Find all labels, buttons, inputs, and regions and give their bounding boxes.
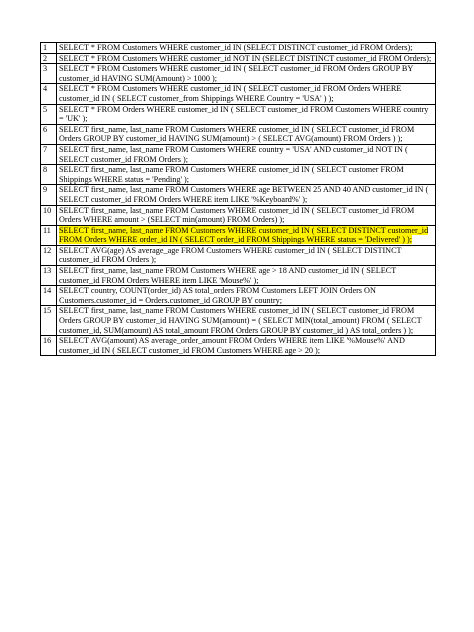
query-span: SELECT country, COUNT(order_id) AS total_orders FROM Customers LEFT JOIN Orders ON Customers.customer_id = Orders.customer_id GROUP BY country; bbox=[59, 286, 376, 305]
query-span: SELECT * FROM Orders WHERE customer_id IN ( SELECT customer_id FROM Customers WHERE country = 'UK' ); bbox=[59, 104, 429, 124]
row-number: 12 bbox=[41, 245, 57, 265]
row-number: 9 bbox=[41, 185, 57, 205]
query-text bbox=[57, 185, 436, 205]
query-text bbox=[57, 64, 436, 84]
query-span: SELECT * FROM Customers WHERE customer_id IN (SELECT DISTINCT customer_id FROM Orders); bbox=[59, 43, 413, 52]
table-row bbox=[41, 266, 436, 286]
query-span: SELECT first_name, last_name FROM Customers WHERE customer_id IN ( SELECT customer_id FROM Orders GROUP BY customer_id HAVING SUM(amount) > ( SELECT AVG(amount) FROM Orders ) ); bbox=[59, 124, 415, 144]
query-text bbox=[57, 104, 436, 124]
query-text bbox=[57, 124, 436, 144]
table-body bbox=[41, 43, 436, 356]
row-number: 8 bbox=[41, 165, 57, 185]
query-text bbox=[57, 144, 436, 164]
row-number: 3 bbox=[41, 64, 57, 84]
query-text bbox=[57, 84, 436, 104]
row-number: 7 bbox=[41, 144, 57, 164]
query-span: SELECT AVG(age) AS average_age FROM Customers WHERE customer_id IN ( SELECT DISTINCT customer_id FROM Orders ); bbox=[59, 245, 402, 265]
query-text bbox=[57, 205, 436, 225]
row-number: 15 bbox=[41, 306, 57, 336]
table-row bbox=[41, 124, 436, 144]
query-text bbox=[57, 266, 436, 286]
row-number: 5 bbox=[41, 104, 57, 124]
query-text bbox=[57, 165, 436, 185]
table-row bbox=[41, 165, 436, 185]
highlighted-query-span: SELECT first_name, last_name FROM Customers WHERE customer_id IN ( SELECT DISTINCT customer_id FROM Orders WHERE order_id IN ( SELECT order_id FROM Shippings WHERE status = 'Delivered' ) ); bbox=[59, 225, 429, 245]
query-text bbox=[57, 336, 436, 356]
query-text bbox=[57, 306, 436, 336]
row-number: 2 bbox=[41, 53, 57, 64]
query-span: SELECT first_name, last_name FROM Customers WHERE customer_id IN ( SELECT customer_id FROM Orders WHERE amount > (SELECT min(amount) FROM Orders) ); bbox=[59, 205, 415, 225]
table-row bbox=[41, 245, 436, 265]
query-span: SELECT * FROM Customers WHERE customer_id IN ( SELECT customer_id FROM Orders GROUP BY customer_id HAVING SUM(Amount) > 1000 ); bbox=[59, 64, 413, 83]
query-span: SELECT first_name, last_name FROM Customers WHERE age > 18 AND customer_id IN ( SELECT customer_id FROM Orders WHERE item LIKE 'Mouse%' ); bbox=[59, 266, 397, 285]
query-text bbox=[57, 225, 436, 245]
query-text bbox=[57, 286, 436, 306]
table-row bbox=[41, 205, 436, 225]
table-row bbox=[41, 144, 436, 164]
row-number: 11 bbox=[41, 225, 57, 245]
query-span: SELECT first_name, last_name FROM Customers WHERE age BETWEEN 25 AND 40 AND customer_id IN ( SELECT customer_id FROM Orders WHERE item LIKE '%Keyboard%' ); bbox=[59, 185, 429, 204]
table-row bbox=[41, 306, 436, 336]
row-number: 14 bbox=[41, 286, 57, 306]
query-text bbox=[57, 53, 436, 64]
query-span: SELECT * FROM Customers WHERE customer_id IN ( SELECT customer_id FROM Orders WHERE customer_id IN ( SELECT customer_from Shippings WHERE Country = 'USA' ) ); bbox=[59, 84, 402, 103]
table-row bbox=[41, 84, 436, 104]
query-span: SELECT first_name, last_name FROM Customers WHERE customer_id IN ( SELECT customer_id FROM Orders GROUP BY customer_id HAVING SUM(amount) = ( SELECT MIN(total_amount) FROM ( SELECT customer_id, SUM(amount) AS total_amount FROM Orders GROUP BY customer_id ) AS total_orders ) ); bbox=[59, 306, 422, 335]
row-number: 1 bbox=[41, 43, 57, 54]
query-text bbox=[57, 245, 436, 265]
sql-queries-table bbox=[40, 42, 436, 356]
row-number: 10 bbox=[41, 205, 57, 225]
table-row-highlighted bbox=[41, 225, 436, 245]
table-row bbox=[41, 336, 436, 356]
row-number: 4 bbox=[41, 84, 57, 104]
query-span: SELECT * FROM Customers WHERE customer_id NOT IN (SELECT DISTINCT customer_id FROM Orders); bbox=[59, 53, 432, 63]
query-span: SELECT AVG(amount) AS average_order_amount FROM Orders WHERE item LIKE '%Mouse%' AND customer_id IN ( SELECT customer_id FROM Customers WHERE age > 20 ); bbox=[59, 336, 405, 355]
row-number: 13 bbox=[41, 266, 57, 286]
table-row bbox=[41, 104, 436, 124]
query-text bbox=[57, 43, 436, 54]
row-number: 16 bbox=[41, 336, 57, 356]
table-row bbox=[41, 185, 436, 205]
row-number: 6 bbox=[41, 124, 57, 144]
table-row bbox=[41, 43, 436, 54]
table-row bbox=[41, 53, 436, 64]
table-row bbox=[41, 64, 436, 84]
table-row bbox=[41, 286, 436, 306]
query-span: SELECT first_name, last_name FROM Customers WHERE customer_id IN ( SELECT customer FROM Shippings WHERE status = 'Pending' ); bbox=[59, 165, 404, 184]
query-span: SELECT first_name, last_name FROM Customers WHERE country = 'USA' AND customer_id NOT IN ( SELECT customer_id FROM Orders ); bbox=[59, 144, 408, 164]
